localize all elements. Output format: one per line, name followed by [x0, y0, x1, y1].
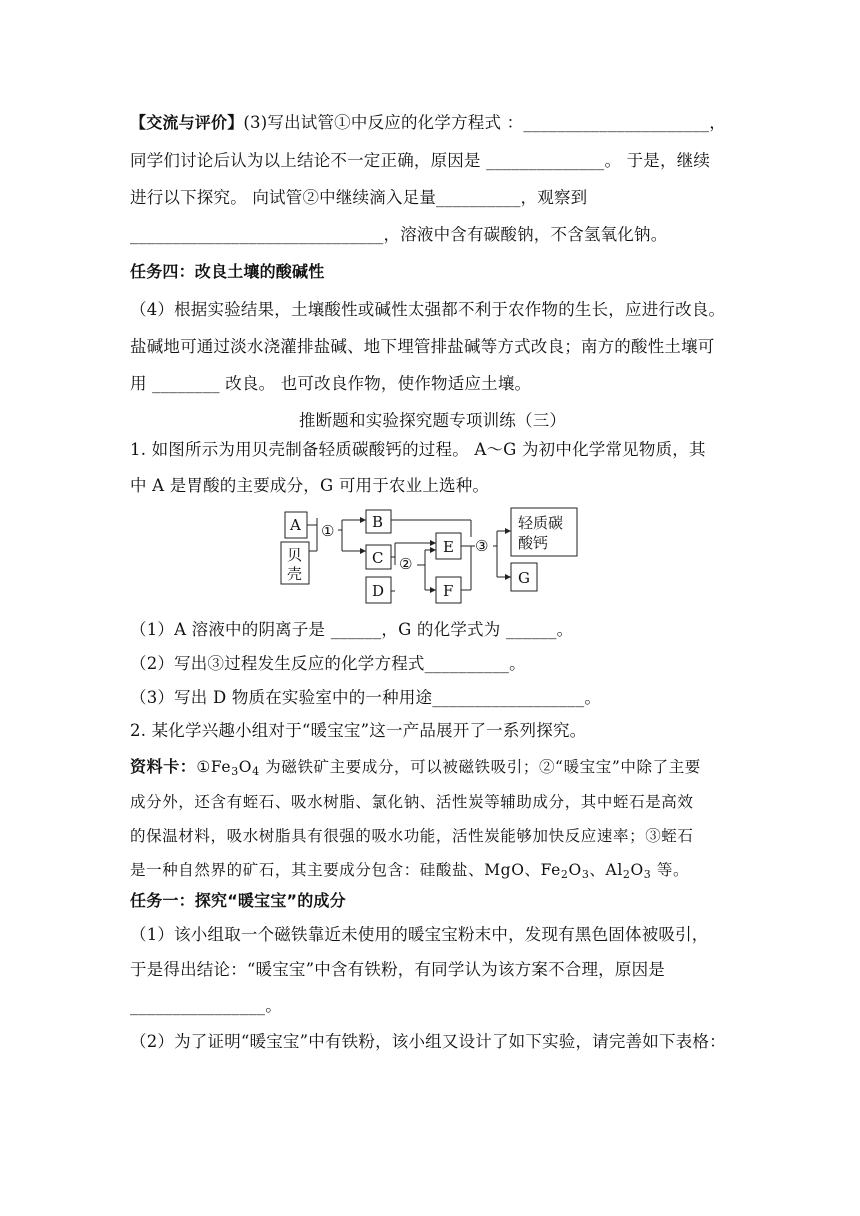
- question-1-part-1: （1）A 溶液中的阴离子是 ______，G 的化学式为 ______。: [130, 620, 574, 639]
- line-text: 为磁铁矿主要成分，可以被磁铁吸引；②“暖宝宝”中除了主要: [259, 758, 701, 776]
- step-3-label: ③: [475, 537, 489, 555]
- text-line-3: 进行以下探究。 向试管②中继续滴入足量__________，观察到: [130, 188, 588, 207]
- info-card-label: 资料卡：: [130, 757, 197, 776]
- label-product-1: 轻质碳: [518, 514, 564, 532]
- text-line-4: ______________________________，溶液中含有碳酸钠，不含氢氧化钠。: [130, 225, 668, 244]
- section-title: 推断题和实验探究题专项训练（三）: [298, 411, 567, 430]
- subscript: 3: [231, 765, 239, 778]
- subscript: 2: [560, 868, 569, 881]
- question-1-line-2: 中 A 是胃酸的主要成分，G 可用于农业上选种。: [130, 476, 490, 495]
- label-product-2: 酸钙: [518, 534, 549, 552]
- question-2-intro: 2. 某化学兴趣小组对于“暖宝宝”这一产品展开了一系列探究。: [130, 721, 587, 740]
- line-text: (3)写出试管①中反应的化学方程式 ：______________________，: [243, 113, 726, 132]
- formula-part: ①Fe: [196, 758, 232, 776]
- formula-part: O: [238, 758, 253, 776]
- formula-part: O: [568, 861, 582, 879]
- label-f: F: [443, 582, 454, 600]
- label-b: B: [372, 513, 384, 531]
- step-1-label: ①: [321, 522, 335, 540]
- step-2-label: ②: [399, 555, 413, 573]
- formula-part: 、Al: [589, 861, 623, 879]
- label-d: D: [372, 582, 385, 600]
- subscript: 4: [252, 765, 260, 778]
- task-one-line-4: （2）为了证明“暖宝宝”中有铁粉，该小组又设计了如下实验，请完善如下表格：: [130, 1032, 726, 1051]
- question-1-part-3: （3）写出 D 物质在实验室中的一种用途__________________。: [130, 688, 602, 707]
- line-text: 是一种自然界的矿石，其主要成分包含：硅酸盐、MgO、Fe: [130, 861, 561, 879]
- label-shell-2: 壳: [287, 565, 303, 583]
- section-heading: 【交流与评价】: [130, 113, 244, 132]
- task-one-line-2: 于是得出结论：“暖宝宝”中含有铁粉，有同学认为该方案不合理，原因是: [130, 960, 665, 979]
- task-one-line-1: （1）该小组取一个磁铁靠近未使用的暖宝宝粉末中，发现有黑色固体被吸引，: [130, 925, 709, 944]
- text-line-2: 同学们讨论后认为以上结论不一定正确，原因是 ______________。 于是，继续: [130, 151, 711, 170]
- label-g: G: [518, 569, 530, 587]
- subscript: 3: [643, 868, 652, 881]
- info-card-line-2: 成分外，还含有蛭石、吸水树脂、氯化钠、活性炭等辅助成分，其中蛭石是高效: [130, 793, 694, 811]
- task-one-heading: 任务一：探究“暖宝宝”的成分: [130, 891, 346, 910]
- label-e: E: [443, 538, 454, 556]
- text-line-7: 盐碱地可通过淡水浇灌排盐碱、地下埋管排盐碱等方式改良；南方的酸性土壤可: [130, 337, 715, 356]
- info-card-line-1: [130, 754, 735, 785]
- label-shell-1: 贝: [287, 546, 303, 564]
- label-c: C: [372, 549, 384, 567]
- text-line-8: 用 ________ 改良。 也可改良作物，使作物适应土壤。: [130, 374, 532, 393]
- subscript: 2: [622, 868, 631, 881]
- formula-part: O: [630, 861, 644, 879]
- text-line-6: （4）根据实验结果，土壤酸性或碱性太强都不利于农作物的生长，应进行改良。: [130, 300, 726, 319]
- label-a: A: [290, 516, 301, 534]
- info-card-line-4: [130, 857, 735, 888]
- question-1-line-1: 1. 如图所示为用贝壳制备轻质碳酸钙的过程。 A～G 为初中化学常见物质，其: [130, 440, 706, 459]
- text-line-1: [130, 110, 735, 136]
- subscript: 3: [581, 868, 590, 881]
- info-card-line-3: 的保温材料，吸水树脂具有很强的吸水功能，活性炭能够加快反应速率；③蛭石: [130, 827, 694, 845]
- line-text: 等。: [651, 861, 690, 879]
- task-one-line-3: ________________。: [130, 996, 282, 1015]
- process-flow-diagram: [275, 505, 595, 611]
- task-four-heading: 任务四：改良土壤的酸碱性: [130, 262, 325, 281]
- question-1-part-2: （2）写出③过程发生反应的化学方程式__________。: [130, 654, 526, 673]
